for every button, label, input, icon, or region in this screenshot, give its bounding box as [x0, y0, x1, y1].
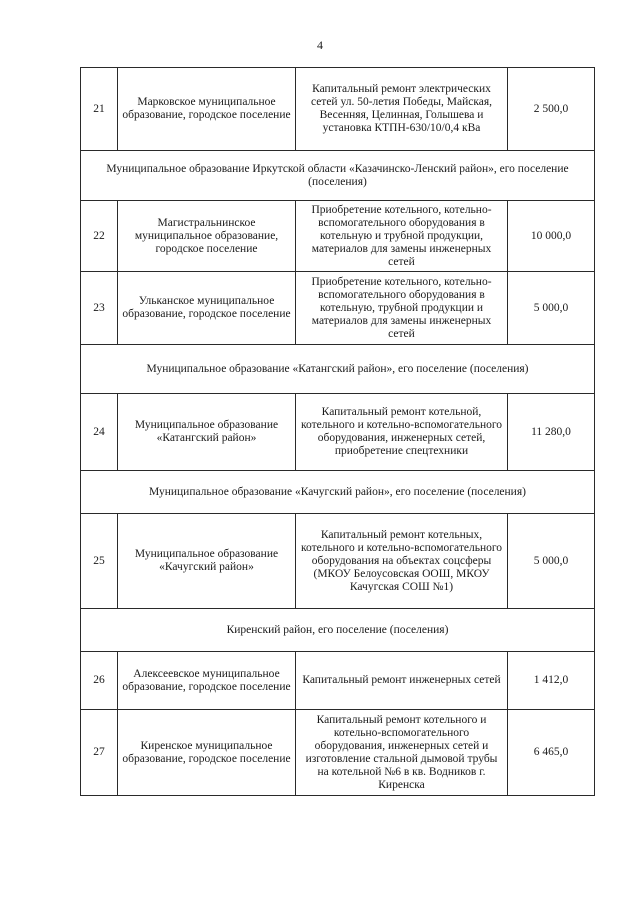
row-number: 24: [81, 394, 118, 471]
table-row: [81, 201, 595, 272]
purpose-cell: Приобретение котельного, котельно-вспомогательного оборудования в котельную, трубной продукции и материалов для замены инженерных сетей: [296, 272, 508, 345]
section-title: Киренский район, его поселение (поселения): [81, 609, 595, 652]
row-number: 27: [81, 710, 118, 796]
purpose-cell: Капитальный ремонт котельного и котельно-вспомогательного оборудования, инженерных сетей и изготовление стальной дымовой трубы на котельной №6 в кв. Водников г. Киренска: [296, 710, 508, 796]
purpose-cell: Капитальный ремонт инженерных сетей: [296, 652, 508, 710]
amount-cell: 1 412,0: [508, 652, 595, 710]
row-number: 21: [81, 68, 118, 151]
table-row: [81, 272, 595, 345]
recipient-cell: Киренское муниципальное образование, городское поселение: [118, 710, 296, 796]
row-number: 23: [81, 272, 118, 345]
section-row: [81, 151, 595, 201]
recipient-cell: Муниципальное образование «Качугский район»: [118, 514, 296, 609]
amount-cell: 5 000,0: [508, 272, 595, 345]
row-number: 25: [81, 514, 118, 609]
table-row: [81, 514, 595, 609]
section-title: Муниципальное образование «Качугский район», его поселение (поселения): [81, 471, 595, 514]
table-row: [81, 68, 595, 151]
table-row: [81, 394, 595, 471]
amount-cell: 10 000,0: [508, 201, 595, 272]
amount-cell: 11 280,0: [508, 394, 595, 471]
recipient-cell: Марковское муниципальное образование, городское поселение: [118, 68, 296, 151]
section-row: [81, 345, 595, 394]
recipient-cell: Муниципальное образование «Катангский район»: [118, 394, 296, 471]
table-row: [81, 652, 595, 710]
recipient-cell: Алексеевское муниципальное образование, городское поселение: [118, 652, 296, 710]
section-title: Муниципальное образование «Катангский район», его поселение (поселения): [81, 345, 595, 394]
section-row: [81, 471, 595, 514]
recipient-cell: Магистральнинское муниципальное образование, городское поселение: [118, 201, 296, 272]
amount-cell: 2 500,0: [508, 68, 595, 151]
purpose-cell: Капитальный ремонт котельных, котельного и котельно-вспомогательного оборудования на объектах соцсферы (МКОУ Белоусовская ООШ, МКОУ Качугская СОШ №1): [296, 514, 508, 609]
section-row: [81, 609, 595, 652]
table-row: [81, 710, 595, 796]
purpose-cell: Приобретение котельного, котельно-вспомогательного оборудования в котельную и трубной продукции, материалов для замены инженерных сетей: [296, 201, 508, 272]
row-number: 26: [81, 652, 118, 710]
row-number: 22: [81, 201, 118, 272]
section-title: Муниципальное образование Иркутской области «Казачинско-Ленский район», его поселение (поселения): [81, 151, 595, 201]
recipient-cell: Ульканское муниципальное образование, городское поселение: [118, 272, 296, 345]
amount-cell: 6 465,0: [508, 710, 595, 796]
page-number: 4: [317, 38, 323, 52]
funding-table: [80, 67, 595, 796]
purpose-cell: Капитальный ремонт электрических сетей ул. 50-летия Победы, Майская, Весенняя, Целинная, Голышева и установка КТПН-630/10/0,4 кВа: [296, 68, 508, 151]
purpose-cell: Капитальный ремонт котельной, котельного и котельно-вспомогательного оборудования, инженерных сетей, приобретение спецтехники: [296, 394, 508, 471]
amount-cell: 5 000,0: [508, 514, 595, 609]
